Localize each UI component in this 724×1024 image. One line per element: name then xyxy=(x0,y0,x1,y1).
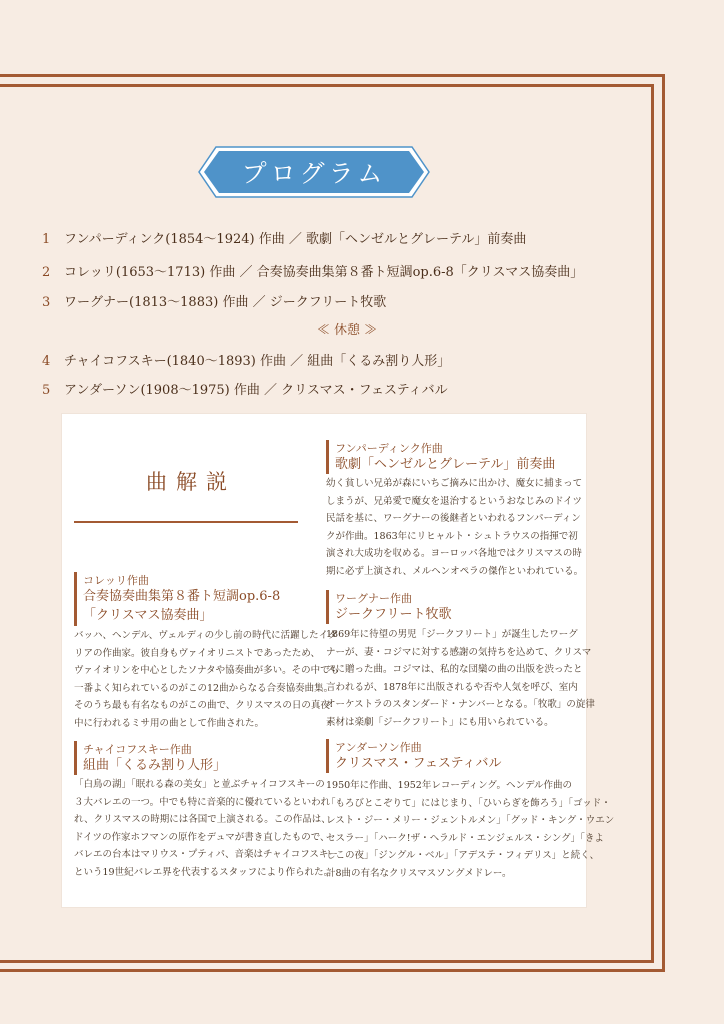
body-line: 中に行われるミサ用の曲として作曲された。 xyxy=(74,717,265,729)
section-body xyxy=(326,475,583,580)
program-item-number: 5 xyxy=(42,383,51,398)
section-work-title-line: 組曲「くるみ割り人形」 xyxy=(83,758,227,773)
body-line: スに贈った曲。コジマは、私的な団欒の曲の出版を渋ったと xyxy=(326,664,583,675)
program-title-badge xyxy=(198,146,430,198)
section-accent-bar xyxy=(74,572,77,626)
section-body xyxy=(326,626,595,731)
section-composer: コレッリ作曲 xyxy=(83,574,149,587)
section-composer: フンパーディンク作曲 xyxy=(335,442,443,455)
body-line: セスラー」「ハーク!ザ・ヘラルド・エンジェルス・シング」「きよ xyxy=(326,832,604,844)
body-line: 期に必ず上演され、メルヘンオペラの傑作といわれている。 xyxy=(326,565,584,577)
section-accent-bar xyxy=(326,739,329,773)
body-line: レスト・ジー・メリー・ジェントルメン」「グッド・キング・ウエン xyxy=(326,815,615,826)
notes-section-anderson xyxy=(326,739,615,879)
section-work-title xyxy=(83,587,280,625)
section-body xyxy=(74,776,338,881)
program-item-text: コレッリ(1653～1713) 作曲 ／ 合奏協奏曲集第８番ト短調op.6-8「クリスマス協奏曲」 xyxy=(64,265,584,280)
notes-section-humperdinck xyxy=(326,440,584,577)
body-line: しまうが、兄弟愛で魔女を退治するというおなじみのドイツ xyxy=(326,495,583,507)
body-line: クが作曲。1863年にリヒャルト・シュトラウスの指揮で初 xyxy=(326,530,578,542)
notes-section-corelli xyxy=(74,572,340,729)
program-item-text: アンダーソン(1908～1975) 作曲 ／ クリスマス・フェスティバル xyxy=(64,383,448,398)
body-line: 演され大成功を収める。ヨーロッパ各地ではクリスマスの時 xyxy=(326,548,582,559)
program-item-text: フンパーディンク(1854～1924) 作曲 ／ 歌劇「ヘンゼルとグレーテル」前奏曲 xyxy=(64,232,527,247)
frame-border-top-outer xyxy=(0,74,664,77)
section-body xyxy=(74,627,339,732)
program-notes-heading: 曲解説 xyxy=(146,470,236,494)
body-line: ドイツの作家ホフマンの原作をデュマが書き直したもので、 xyxy=(74,831,330,843)
section-work-title xyxy=(335,754,502,773)
frame-border-bottom-inner xyxy=(0,960,654,963)
heading-divider xyxy=(74,521,298,523)
program-item-5 xyxy=(42,379,448,399)
body-line: しこの夜」「ジングル・ベル」「アデステ・フィデリス」と続く、 xyxy=(326,850,600,861)
frame-border-right-inner xyxy=(651,84,654,962)
section-accent-bar xyxy=(326,590,329,624)
section-work-title xyxy=(335,455,555,474)
program-item-2 xyxy=(42,261,583,281)
section-work-title-line: 歌劇「ヘンゼルとグレーテル」前奏曲 xyxy=(335,457,556,472)
body-line: ナーが、妻・コジマに対する感謝の気持ちを込めて、クリスマ xyxy=(326,646,592,658)
notes-section-wagner xyxy=(326,590,595,728)
body-line: 1869年に待望の男児「ジークフリート」が誕生したワーグ xyxy=(326,629,578,640)
section-composer: ワーグナー作曲 xyxy=(335,592,412,605)
program-item-number: 4 xyxy=(42,354,51,369)
program-item-text: ワーグナー(1813～1883) 作曲 ／ ジークフリート牧歌 xyxy=(64,295,387,310)
frame-border-top-inner xyxy=(0,84,654,87)
body-line: 1950年に作曲、1952年レコーディング。ヘンデル作曲の xyxy=(326,780,573,791)
body-line: 「もろびとこぞりて」にはじまり、「ひいらぎを飾ろう」「ゴッド・ xyxy=(326,797,611,809)
body-line: 言われるが、1878年に出版されるや否や人気を呼び、室内 xyxy=(326,681,578,693)
section-accent-bar xyxy=(74,741,77,775)
frame-border-right-outer xyxy=(662,74,665,972)
body-line: 素材は楽劇「ジークフリート」にも用いられている。 xyxy=(326,716,554,728)
body-line: れ、クリスマスの時期には各国で上演される。この作品は、 xyxy=(74,814,331,825)
section-work-title-line: 「クリスマス協奏曲」 xyxy=(83,608,213,623)
body-line: 計8曲の有名なクリスマスソングメドレー。 xyxy=(326,867,512,879)
body-line: 民話を基に、ワーグナーの後継者といわれるフンパーディン xyxy=(326,513,581,524)
body-line: 「白鳥の湖」「眠れる森の美女」と並ぶチャイコフスキーの xyxy=(74,779,325,790)
program-item-1 xyxy=(42,228,526,248)
body-line: 幼く貧しい兄弟が森にいちご摘みに出かけ、魔女に捕まって xyxy=(326,478,583,489)
section-composer: チャイコフスキー作曲 xyxy=(83,743,192,756)
body-line: バッハ、ヘンデル、ヴェルディの少し前の時代に活躍したイタ xyxy=(74,630,338,641)
section-accent-bar xyxy=(326,440,329,474)
program-item-3 xyxy=(42,291,386,311)
body-line: そのうち最も有名なものがこの曲で、クリスマスの日の真夜 xyxy=(74,700,330,711)
body-line: ヴァイオリンを中心としたソナタや協奏曲が多い。その中でも xyxy=(74,665,340,676)
page-title: プログラム xyxy=(241,159,387,188)
section-composer: アンダーソン作曲 xyxy=(335,741,422,754)
program-item-number: 1 xyxy=(42,232,51,247)
section-work-title-line: ジークフリート牧歌 xyxy=(335,607,452,622)
section-body xyxy=(326,777,614,882)
section-work-title-line: 合奏協奏曲集第８番ト短調op.6-8 xyxy=(83,589,281,604)
body-line: リアの作曲家。彼自身もヴァイオリニストであったため、 xyxy=(74,647,320,659)
body-line: オーケストラのスタンダード・ナンバーとなる。「牧歌」の旋律 xyxy=(326,699,595,710)
frame-border-bottom-outer xyxy=(0,969,665,972)
section-work-title xyxy=(335,605,451,624)
program-item-text: チャイコフスキー(1840～1893) 作曲 ／ 組曲「くるみ割り人形」 xyxy=(64,354,451,369)
body-line: 一番よく知られているのがこの12曲からなる合奏協奏曲集。 xyxy=(74,682,334,694)
body-line: バレエの台本はマリウス・プティパ、音楽はチャイコフスキー xyxy=(74,849,338,860)
intermission-label: ≪ 休憩 ≫ xyxy=(316,323,378,338)
notes-section-tchaikovsky xyxy=(74,741,338,881)
section-work-title-line: クリスマス・フェスティバル xyxy=(335,756,502,771)
program-item-4 xyxy=(42,350,450,370)
program-item-number: 3 xyxy=(42,295,51,310)
body-line: という19世紀バレエ界を代表するスタッフにより作られた。 xyxy=(74,866,334,878)
program-item-number: 2 xyxy=(42,265,51,280)
body-line: ３大バレエの一つ。中でも特に音楽的に優れているといわれ xyxy=(74,796,331,808)
section-work-title xyxy=(83,756,226,775)
